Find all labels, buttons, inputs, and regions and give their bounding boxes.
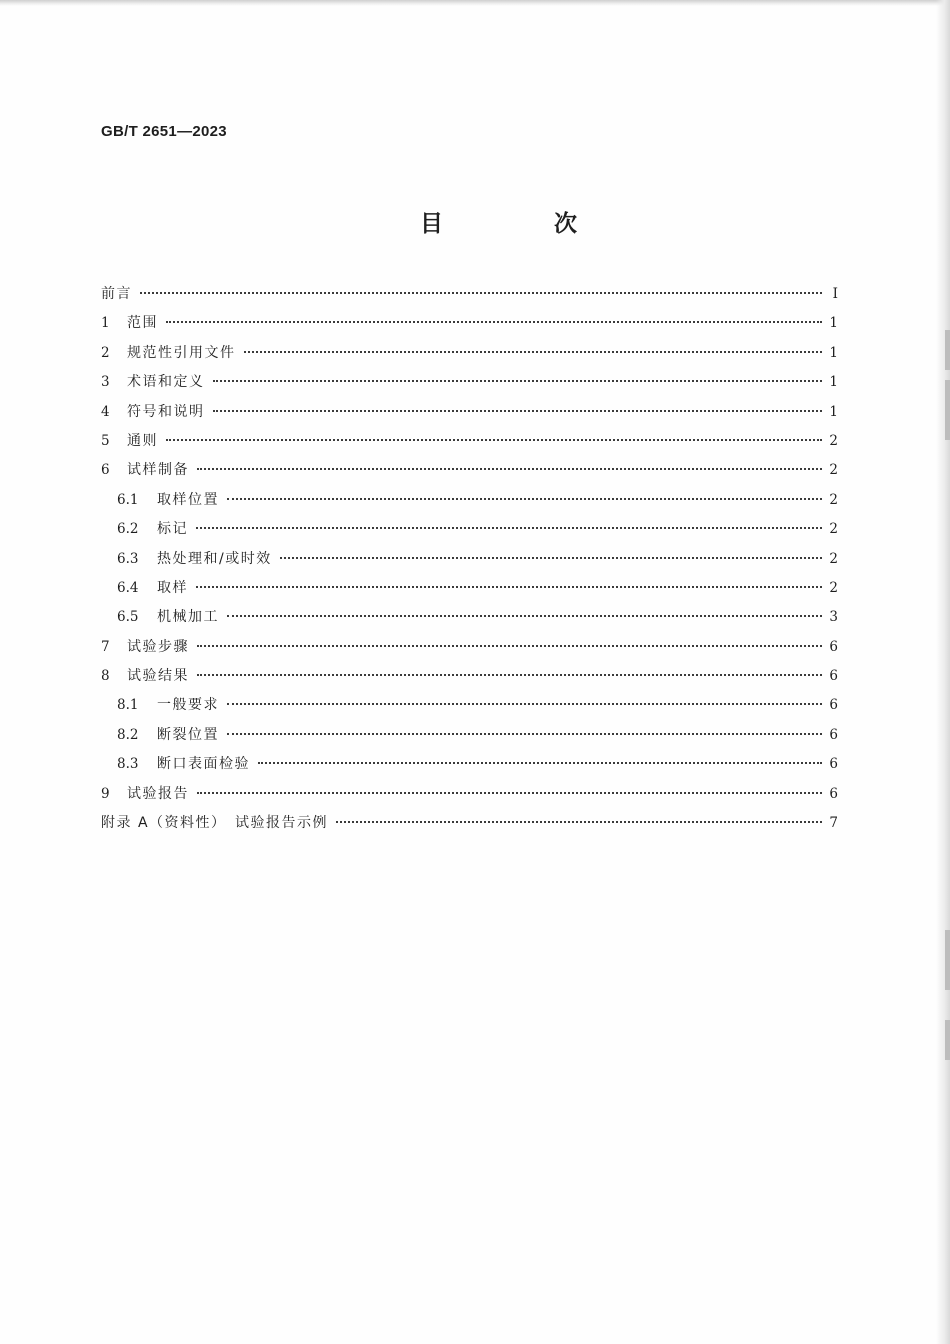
- toc-entry-page: 2: [829, 491, 838, 508]
- toc-leader-dots: [140, 292, 822, 294]
- toc-entry-number: 6: [101, 462, 110, 479]
- toc-entry-number: 6.1: [117, 491, 139, 508]
- toc-entry-page: 3: [829, 609, 838, 626]
- toc-leader-dots: [197, 468, 822, 470]
- toc-entry-page: 6: [829, 668, 838, 685]
- toc-leader-dots: [227, 498, 822, 500]
- toc-entry[interactable]: [101, 456, 838, 485]
- toc-entry-page: 1: [829, 344, 838, 361]
- toc-entry-number: 9: [101, 785, 110, 802]
- toc-entry[interactable]: [101, 691, 838, 720]
- toc-entry[interactable]: [101, 427, 838, 456]
- toc-entry-label: 断裂位置: [157, 726, 219, 743]
- scan-edge-mark: [945, 330, 950, 370]
- toc-entry-label: 机械加工: [157, 609, 219, 626]
- toc-entry-number: 7: [101, 638, 110, 655]
- toc-leader-dots: [227, 615, 822, 617]
- scan-edge-mark: [945, 930, 950, 990]
- scan-edge-mark: [945, 1020, 950, 1060]
- toc-leader-dots: [336, 821, 822, 823]
- toc-entry[interactable]: [101, 750, 838, 779]
- toc-entry-label: 一般要求: [157, 697, 219, 714]
- toc-entry-label: 试样制备: [127, 462, 189, 479]
- scan-right-edge: [936, 0, 950, 1344]
- toc-entry-label: 取样位置: [157, 491, 219, 508]
- toc-entry-label: 试验步骤: [127, 638, 189, 655]
- toc-entry-number: 6.5: [117, 609, 139, 626]
- toc-entry-number: 6.2: [117, 521, 139, 538]
- toc-entry[interactable]: [101, 339, 838, 368]
- toc-entry[interactable]: [101, 633, 838, 662]
- toc-leader-dots: [166, 321, 822, 323]
- toc-entry-page: 2: [829, 579, 838, 596]
- toc-entry-number: 6.4: [117, 579, 139, 596]
- toc-entry-page: 6: [829, 697, 838, 714]
- toc-entry-page: 6: [829, 756, 838, 773]
- toc-entry-number: 8.1: [117, 697, 139, 714]
- toc-entry-number: 6.3: [117, 550, 139, 567]
- toc-entry[interactable]: [101, 280, 838, 309]
- toc-entry[interactable]: [101, 603, 838, 632]
- toc-entry-label: 附录 A（资料性） 试验报告示例: [101, 815, 329, 832]
- toc-entry-label: 通则: [127, 432, 158, 449]
- toc-entry[interactable]: [101, 368, 838, 397]
- toc-entry-label: 术语和定义: [127, 374, 205, 391]
- toc-entry-page: 1: [829, 403, 838, 420]
- table-of-contents: [101, 280, 838, 838]
- scan-edge-mark: [945, 380, 950, 440]
- toc-entry-page: 2: [829, 550, 838, 567]
- toc-entry-label: 试验报告: [127, 785, 189, 802]
- toc-entry-page: 2: [829, 432, 838, 449]
- toc-entry-label: 取样: [157, 579, 188, 596]
- toc-entry[interactable]: [101, 515, 838, 544]
- toc-entry-label: 规范性引用文件: [127, 344, 236, 361]
- toc-entry-label: 试验结果: [127, 668, 189, 685]
- toc-entry[interactable]: [101, 486, 838, 515]
- toc-entry-number: 1: [101, 315, 110, 332]
- toc-entry-number: 2: [101, 344, 110, 361]
- toc-entry-label: 标记: [157, 521, 188, 538]
- toc-title: 目 次: [420, 211, 621, 237]
- toc-entry-page: 6: [829, 638, 838, 655]
- toc-entry-label: 范围: [127, 315, 158, 332]
- toc-leader-dots: [197, 645, 822, 647]
- toc-entry-page: 1: [829, 315, 838, 332]
- toc-entry-page: 2: [829, 462, 838, 479]
- toc-entry[interactable]: [101, 662, 838, 691]
- toc-entry-label: 前言: [101, 286, 132, 302]
- toc-entry-number: 8.2: [117, 726, 139, 743]
- toc-entry-page: 6: [829, 726, 838, 743]
- toc-entry-number: 3: [101, 374, 110, 391]
- toc-entry-number: 4: [101, 403, 110, 420]
- toc-entry-label: 断口表面检验: [157, 756, 250, 773]
- toc-entry[interactable]: [101, 574, 838, 603]
- toc-entry[interactable]: [101, 309, 838, 338]
- toc-leader-dots: [196, 527, 822, 529]
- toc-entry[interactable]: [101, 809, 838, 838]
- toc-entry[interactable]: [101, 780, 838, 809]
- scan-top-edge: [0, 0, 950, 6]
- toc-entry-page: 6: [829, 785, 838, 802]
- toc-entry-page: 2: [829, 521, 838, 538]
- toc-leader-dots: [258, 762, 822, 764]
- document-code: GB/T 2651—2023: [101, 123, 227, 140]
- toc-entry-page: 1: [829, 374, 838, 391]
- toc-entry-label: 热处理和/或时效: [157, 550, 272, 567]
- toc-entry-page: 7: [829, 815, 838, 832]
- toc-entry-number: 5: [101, 432, 110, 449]
- toc-entry-number: 8: [101, 668, 110, 685]
- toc-leader-dots: [213, 380, 823, 382]
- toc-leader-dots: [196, 586, 822, 588]
- toc-entry-label: 符号和说明: [127, 403, 205, 420]
- toc-leader-dots: [197, 674, 822, 676]
- toc-leader-dots: [166, 439, 822, 441]
- toc-entry[interactable]: [101, 721, 838, 750]
- toc-leader-dots: [280, 557, 822, 559]
- toc-entry[interactable]: [101, 545, 838, 574]
- toc-leader-dots: [227, 733, 822, 735]
- toc-entry[interactable]: [101, 398, 838, 427]
- toc-entry-page: Ⅰ: [832, 286, 838, 302]
- toc-leader-dots: [213, 410, 823, 412]
- toc-leader-dots: [244, 351, 823, 353]
- toc-leader-dots: [227, 703, 822, 705]
- toc-leader-dots: [197, 792, 822, 794]
- toc-entry-number: 8.3: [117, 756, 139, 773]
